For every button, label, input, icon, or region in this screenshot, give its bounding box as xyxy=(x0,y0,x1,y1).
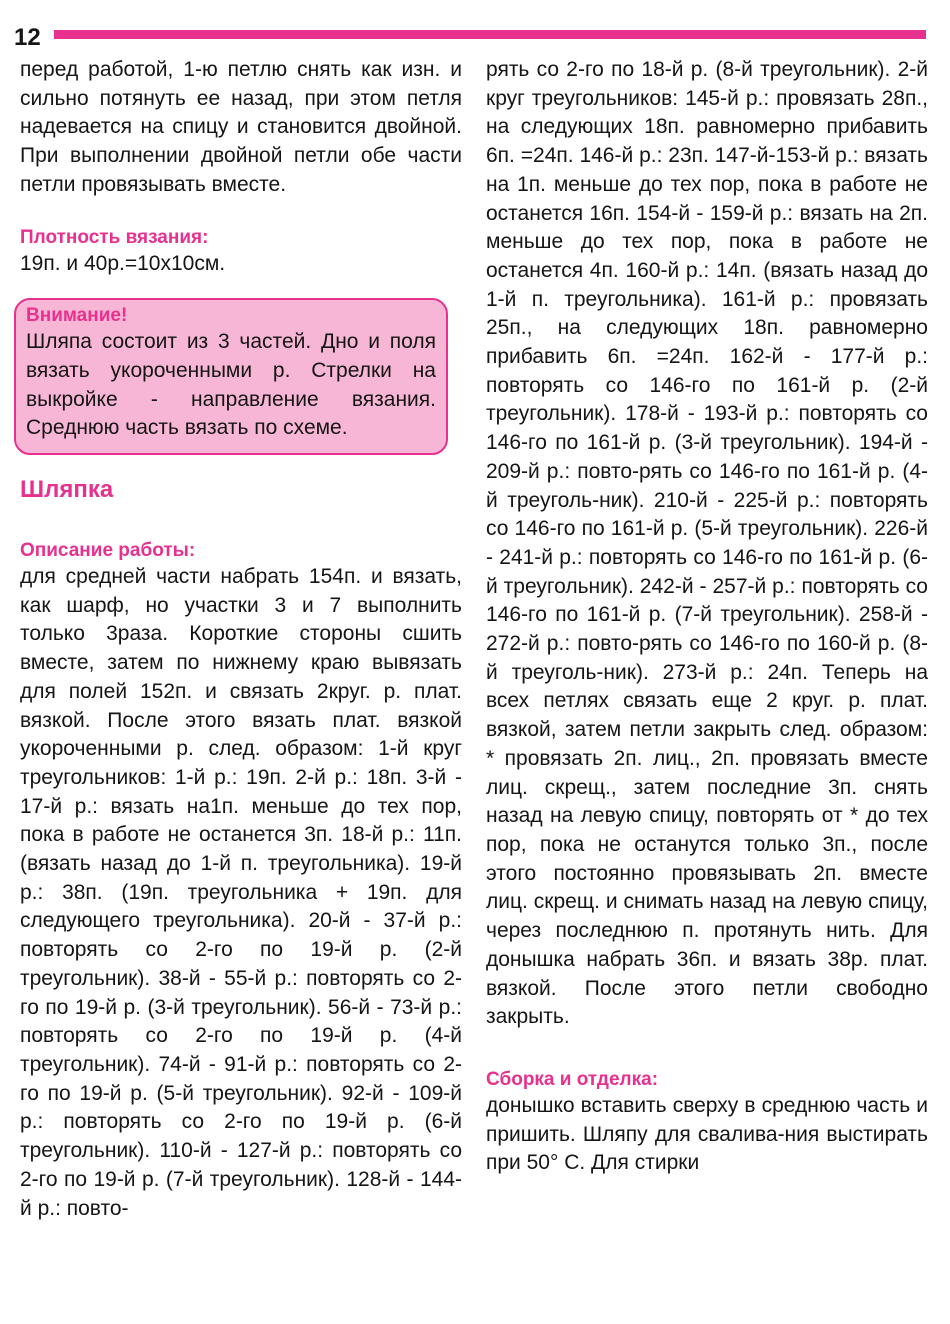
description-heading: Описание работы: xyxy=(20,540,196,562)
assembly-heading: Сборка и отделка: xyxy=(486,1068,659,1090)
intro-text: перед работой, 1-ю петлю снять как изн. и сильно потянуть ее назад, при этом петля надевается на спицу и становится двойной. При выполнении двойной петли обе части петли провязывать вместе. xyxy=(20,58,462,196)
attention-heading: Внимание! xyxy=(26,305,128,327)
section-title: Шляпка xyxy=(20,476,114,504)
density-heading: Плотность вязания: xyxy=(20,226,209,248)
attention-text: Шляпа состоит из 3 частей. Дно и поля вязать укороченными р. Стрелки на выкройке - направление вязания. Среднюю часть вязать по схеме. xyxy=(26,330,436,440)
right-column xyxy=(486,56,928,1178)
attention-callout xyxy=(14,298,448,455)
continued-text: рять со 2-го по 18-й р. (8-й треугольник). 2-й круг треугольников: 145-й р.: провязать 28п., на следующих 18п. равномерно прибавить 6п. =24п. 146-й р.: 23п. 147-й-153-й р.: вязать на 1п. меньше до тех пор, пока в работе не останется 16п. 154-й - 159-й р.: вязать на 2п. меньше до тех пор, пока в работе не останется 4п. 160-й р.: 14п. (вязать назад до 1-й п. треугольника). 161-й р.: провязать 25п., на следующих 18п. равномерно прибавить 6п. =24п. 162-й - 177-й р.: повторять со 146-го по 161-й р. (2-й треугольник). 178-й - 193-й р.: повторять со 146-го по 161-й р. (3-й треугольник). 194-й - 209-й р.: повто-рять со 146-го по 161-й р. (4-й треуголь-ник). 210-й - 225-й р.: повторять со 146-го по 161-й р. (5-й треугольник). 226-й - 241-й р.: повторять со 146-го по 161-й р. (6-й треугольник). 242-й - 257-й р.: повторять со 146-го по 161-й р. (7-й треугольник). 258-й - 272-й р.: повто-рять со 146-го по 160-й р. (8-й треуголь-ник). 273-й р.: 24п. Теперь на всех петлях связать еще 2 круг. р. плат. вязкой, затем петли закрыть след. образом: * провязать 2п. лиц., 2п. провязать вместе лиц. скрещ., затем последние 3п. снять назад на левую спицу, повторять от * до тех пор, пока не останутся только 3п., после этого постоянно провязывать 2п. вместе лиц. скрещ. и снимать назад на левую спицу, через последнюю п. протянуть нить. Для донышка набрать 36п. и вязать 38р. плат. вязкой. После этого петли свободно закрыть. xyxy=(486,58,928,1029)
description-text: для средней части набрать 154п. и вязать, как шарф, но участки 3 и 7 выполнить только 3раза. Короткие стороны сшить вместе, затем по нижнему краю вывязать для полей 152п. и связать 2круг. р. плат. вязкой. После этого вязать плат. вязкой укороченными р. след. образом: 1-й круг треугольников: 1-й р.: 19п. 2-й р.: 18п. 3-й - 17-й р.: вязать на1п. меньше до тех пор, пока в работе не останется 3п. 18-й р.: 11п. (вязать назад до 1-й п. треугольника). 19-й р.: 38п. (19п. треугольника + 19п. для следующего треугольника). 20-й - 37-й р.: повторять со 2-го по 19-й р. (2-й треугольник). 38-й - 55-й р.: повторять со 2-го по 19-й р. (3-й треугольник). 56-й - 73-й р.: повторять со 2-го по 19-й р. (4-й треугольник). 74-й - 91-й р.: повторять со 2-го по 19-й р. (5-й треугольник). 92-й - 109-й р.: повторять со 2-го по 19-й р. (6-й треугольник). 110-й - 127-й р.: повторять со 2-го по 19-й р. (7-й треугольник). 128-й - 144-й р.: повто- xyxy=(20,565,462,1220)
left-column xyxy=(20,56,462,1223)
density-text: 19п. и 40р.=10х10см. xyxy=(20,251,226,275)
top-rule xyxy=(54,30,926,39)
page-number: 12 xyxy=(14,24,41,51)
assembly-text: донышко вставить сверху в среднюю часть и пришить. Шляпу для свалива-ния выстирать при 50° С. Для стирки xyxy=(486,1093,928,1175)
